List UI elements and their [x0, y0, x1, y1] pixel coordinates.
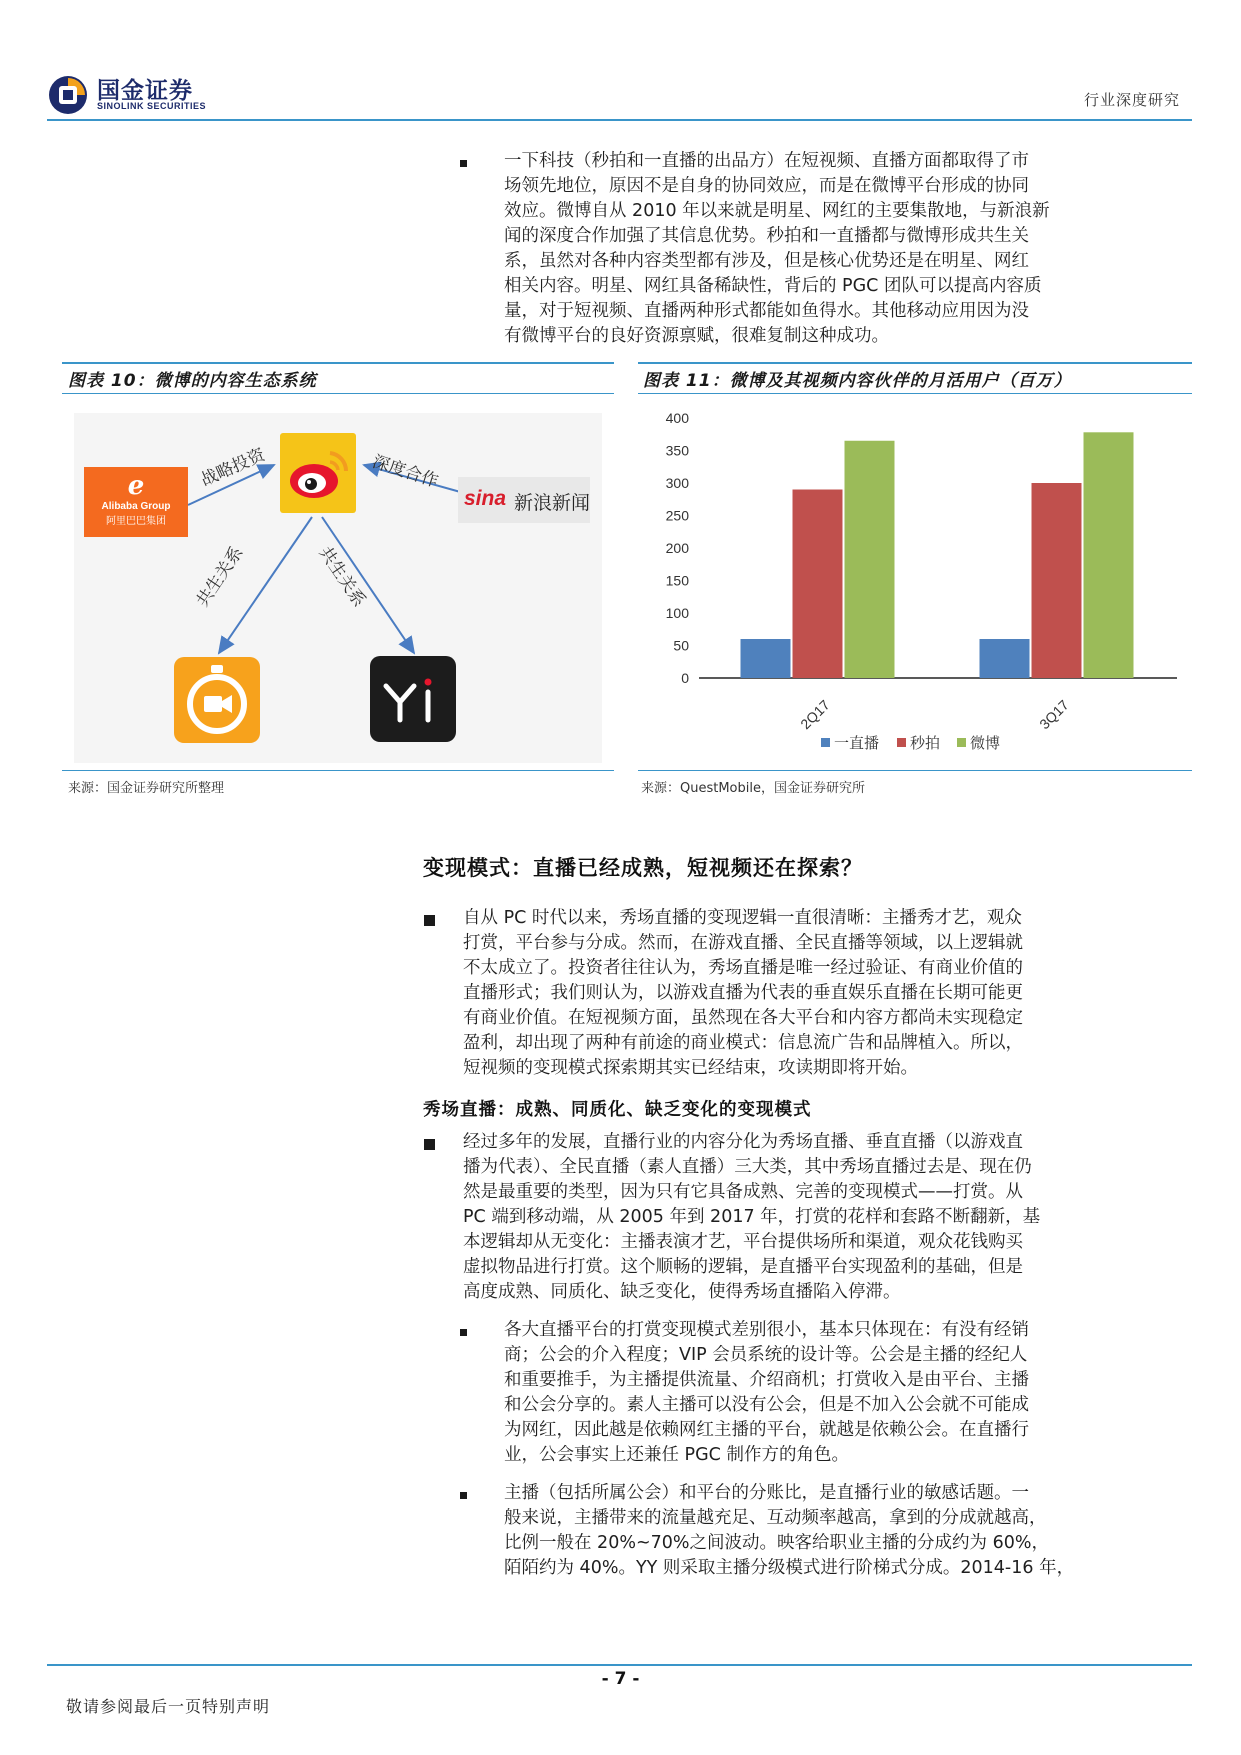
text-line: 经过多年的发展，直播行业的内容分化为秀场直播、垂直直播（以游戏直: [463, 1132, 1023, 1152]
text-line: 和公会分享的。素人主播可以没有公会，但是不加入公会就不可能成: [504, 1395, 1029, 1415]
text-line: 播为代表）、全民直播（素人直播）三大类，其中秀场直播过去是、现在仍: [463, 1157, 1032, 1177]
bar-微博-3Q17: [1084, 432, 1134, 678]
text-line: 然是最重要的类型，因为只有它具备成熟、完善的变现模式——打赏。从: [463, 1182, 1023, 1202]
legend-swatch-微博: [957, 738, 966, 747]
text-line: 和重要推手，为主播提供流量、介绍商机；打赏收入是由平台、主播: [504, 1370, 1029, 1390]
weibo-ecosystem-diagram: [74, 413, 602, 763]
x-tick-label: 2Q17: [797, 696, 833, 733]
legend-label-微博: 微博: [970, 734, 1001, 752]
text-line: 打赏，平台参与分成。然而，在游戏直播、全民直播等领域，以上逻辑就: [463, 933, 1023, 953]
y-tick-label: 100: [665, 605, 689, 621]
y-tick-label: 150: [665, 572, 689, 589]
figure10-bottom-rule: [62, 770, 614, 771]
text-line: 高度成熟、同质化、缺乏变化，使得秀场直播陷入停滞。: [463, 1282, 901, 1302]
bar-微博-2Q17: [845, 441, 895, 678]
text-line: 系，虽然对各种内容类型都有涉及，但是核心优势还是在明星、网红: [504, 251, 1029, 271]
figure10-top-rule: [62, 362, 614, 364]
intro-bullet-text: [504, 149, 1176, 349]
bullet-marker: [460, 1329, 467, 1336]
alibaba-cn: 阿里巴巴集团: [106, 516, 166, 527]
figure11-top-rule: [638, 362, 1192, 364]
text-line: 有微博平台的良好资源禀赋，很难复制这种成功。: [504, 326, 889, 346]
text-line: 闻的深度合作加强了其信息优势。秒拍和一直播都与微博形成共生关: [504, 226, 1029, 246]
mau-bar-chart: [641, 402, 1189, 765]
sina-cn: 新浪新闻: [514, 492, 591, 514]
legend-label-秒拍: 秒拍: [910, 734, 941, 752]
sina-news-logo: [458, 477, 590, 523]
y-tick-label: 0: [681, 670, 689, 686]
sub-bullet-2: [504, 1481, 1176, 1581]
figure10-source: 来源：国金证券研究所整理: [68, 781, 225, 796]
legend-swatch-一直播: [821, 738, 830, 747]
invest-label: 战略投资: [197, 444, 269, 491]
text-line: 盈利，却出现了两种有前途的商业模式：信息流广告和品牌植入。所以，: [463, 1033, 1023, 1053]
figure11-bottom-rule: [638, 770, 1192, 771]
text-line: 不太成立了。投资者往往认为，秀场直播是唯一经过验证、有商业价值的: [463, 958, 1023, 978]
bullet-marker: [460, 160, 467, 167]
section-para2: [463, 1130, 1175, 1305]
bar-一直播-3Q17: [980, 639, 1030, 678]
text-line: 为网红，因此越是依赖网红主播的平台，就越是依赖公会。在直播行: [504, 1420, 1029, 1440]
yizhibo-logo-icon: [370, 656, 456, 742]
y-tick-label: 300: [665, 475, 689, 491]
figure11-title: 图表 11：微博及其视频内容伙伴的月活用户（百万）: [643, 371, 1072, 391]
symbiosis-right-label: 共生关系: [314, 543, 370, 611]
page-header: [47, 68, 1192, 120]
header-divider: [47, 119, 1192, 121]
page-number: - 7 -: [601, 1669, 640, 1689]
bar-一直播-2Q17: [741, 639, 791, 678]
figure11-title-rule: [638, 393, 1192, 394]
figure10-title-rule: [62, 393, 614, 394]
text-line: 业，公会事实上还兼任 PGC 制作方的角色。: [504, 1445, 849, 1465]
text-line: 自从 PC 时代以来，秀场直播的变现逻辑一直很清晰：主播秀才艺，观众: [463, 908, 1022, 928]
y-tick-label: 50: [673, 637, 689, 654]
bullet-marker: [460, 1492, 467, 1499]
bullet-marker: [424, 915, 435, 926]
text-line: 场领先地位，原因不是自身的协同效应，而是在微博平台形成的协同: [504, 176, 1029, 196]
logo-cn-text: 国金证券: [97, 78, 193, 104]
text-line: 比例一般在 20%~70%之间波动。映客给职业主播的分成约为 60%，: [504, 1533, 1049, 1553]
report-type: 行业深度研究: [1083, 91, 1180, 109]
subsection-title: 秀场直播：成熟、同质化、缺乏变化的变现模式: [423, 1100, 812, 1120]
sina-en: sina: [464, 487, 507, 510]
text-line: 直播形式；我们则认为，以游戏直播为代表的垂直娱乐直播在长期可能更: [463, 983, 1023, 1003]
footer-divider: [47, 1664, 1192, 1666]
text-line: 一下科技（秒拍和一直播的出品方）在短视频、直播方面都取得了市: [504, 151, 1029, 171]
symbiosis-left-arrow: [219, 517, 312, 653]
text-line: 本逻辑却从无变化：主播表演才艺，平台提供场所和渠道，观众花钱购买: [463, 1232, 1023, 1252]
legend-swatch-秒拍: [897, 738, 906, 747]
disclaimer-text: 敬请参阅最后一页特别声明: [66, 1697, 271, 1716]
text-line: 般来说，主播带来的流量越充足、互动频率越高，拿到的分成就越高，: [504, 1508, 1047, 1528]
text-line: 相关内容。明星、网红具备稀缺性，背后的 PGC 团队可以提高内容质: [504, 276, 1042, 296]
text-line: PC 端到移动端，从 2005 年到 2017 年，打赏的花样和套路不断翻新，基: [463, 1207, 1041, 1227]
sub-bullet-1: [504, 1318, 1176, 1468]
x-tick-label: 3Q17: [1036, 696, 1072, 733]
cooperate-label: 深度合作: [369, 451, 441, 492]
legend-label-一直播: 一直播: [834, 734, 880, 752]
weibo-logo-icon: [280, 433, 356, 513]
sinolink-logo-icon: [47, 73, 89, 115]
alibaba-mark: e: [127, 471, 145, 501]
y-tick-label: 350: [665, 442, 689, 459]
alibaba-en: Alibaba Group: [101, 501, 171, 512]
miaopai-logo-icon: [174, 657, 260, 743]
text-line: 主播（包括所属公会）和平台的分账比，是直播行业的敏感话题。一: [504, 1483, 1029, 1503]
figure10-title: 图表 10：微博的内容生态系统: [68, 371, 317, 391]
mau-bar-chart-svg: [641, 402, 1189, 765]
figure11-source: 来源：QuestMobile，国金证券研究所: [641, 781, 865, 796]
y-tick-label: 400: [665, 410, 689, 426]
text-line: 商；公会的介入程度；VIP 会员系统的设计等。公会是主播的经纪人: [504, 1345, 1028, 1365]
section-para1: [463, 906, 1175, 1081]
y-tick-label: 250: [665, 507, 689, 524]
logo-en-text: SINOLINK SECURITIES: [97, 101, 207, 111]
y-tick-label: 200: [665, 540, 689, 556]
text-line: 量，对于短视频、直播两种形式都能如鱼得水。其他移动应用因为没: [504, 301, 1029, 321]
alibaba-logo: [84, 467, 188, 537]
section-title: 变现模式：直播已经成熟，短视频还在探索？: [423, 856, 863, 880]
text-line: 各大直播平台的打赏变现模式差别很小，基本只体现在：有没有经销: [504, 1320, 1029, 1340]
text-line: 短视频的变现模式探索期其实已经结束，攻读期即将开始。: [463, 1058, 918, 1078]
bar-秒拍-3Q17: [1032, 483, 1082, 678]
text-line: 陌陌约为 40%。YY 则采取主播分级模式进行阶梯式分成。2014-16 年，: [504, 1558, 1075, 1578]
bar-秒拍-2Q17: [793, 490, 843, 679]
symbiosis-left-label: 共生关系: [192, 543, 248, 611]
text-line: 效应。微博自从 2010 年以来就是明星、网红的主要集散地，与新浪新: [504, 201, 1050, 221]
bullet-marker: [424, 1139, 435, 1150]
text-line: 虚拟物品进行打赏。这个顺畅的逻辑，是直播平台实现盈利的基础，但是: [463, 1257, 1023, 1277]
text-line: 有商业价值。在短视频方面，虽然现在各大平台和内容方都尚未实现稳定: [463, 1008, 1023, 1028]
